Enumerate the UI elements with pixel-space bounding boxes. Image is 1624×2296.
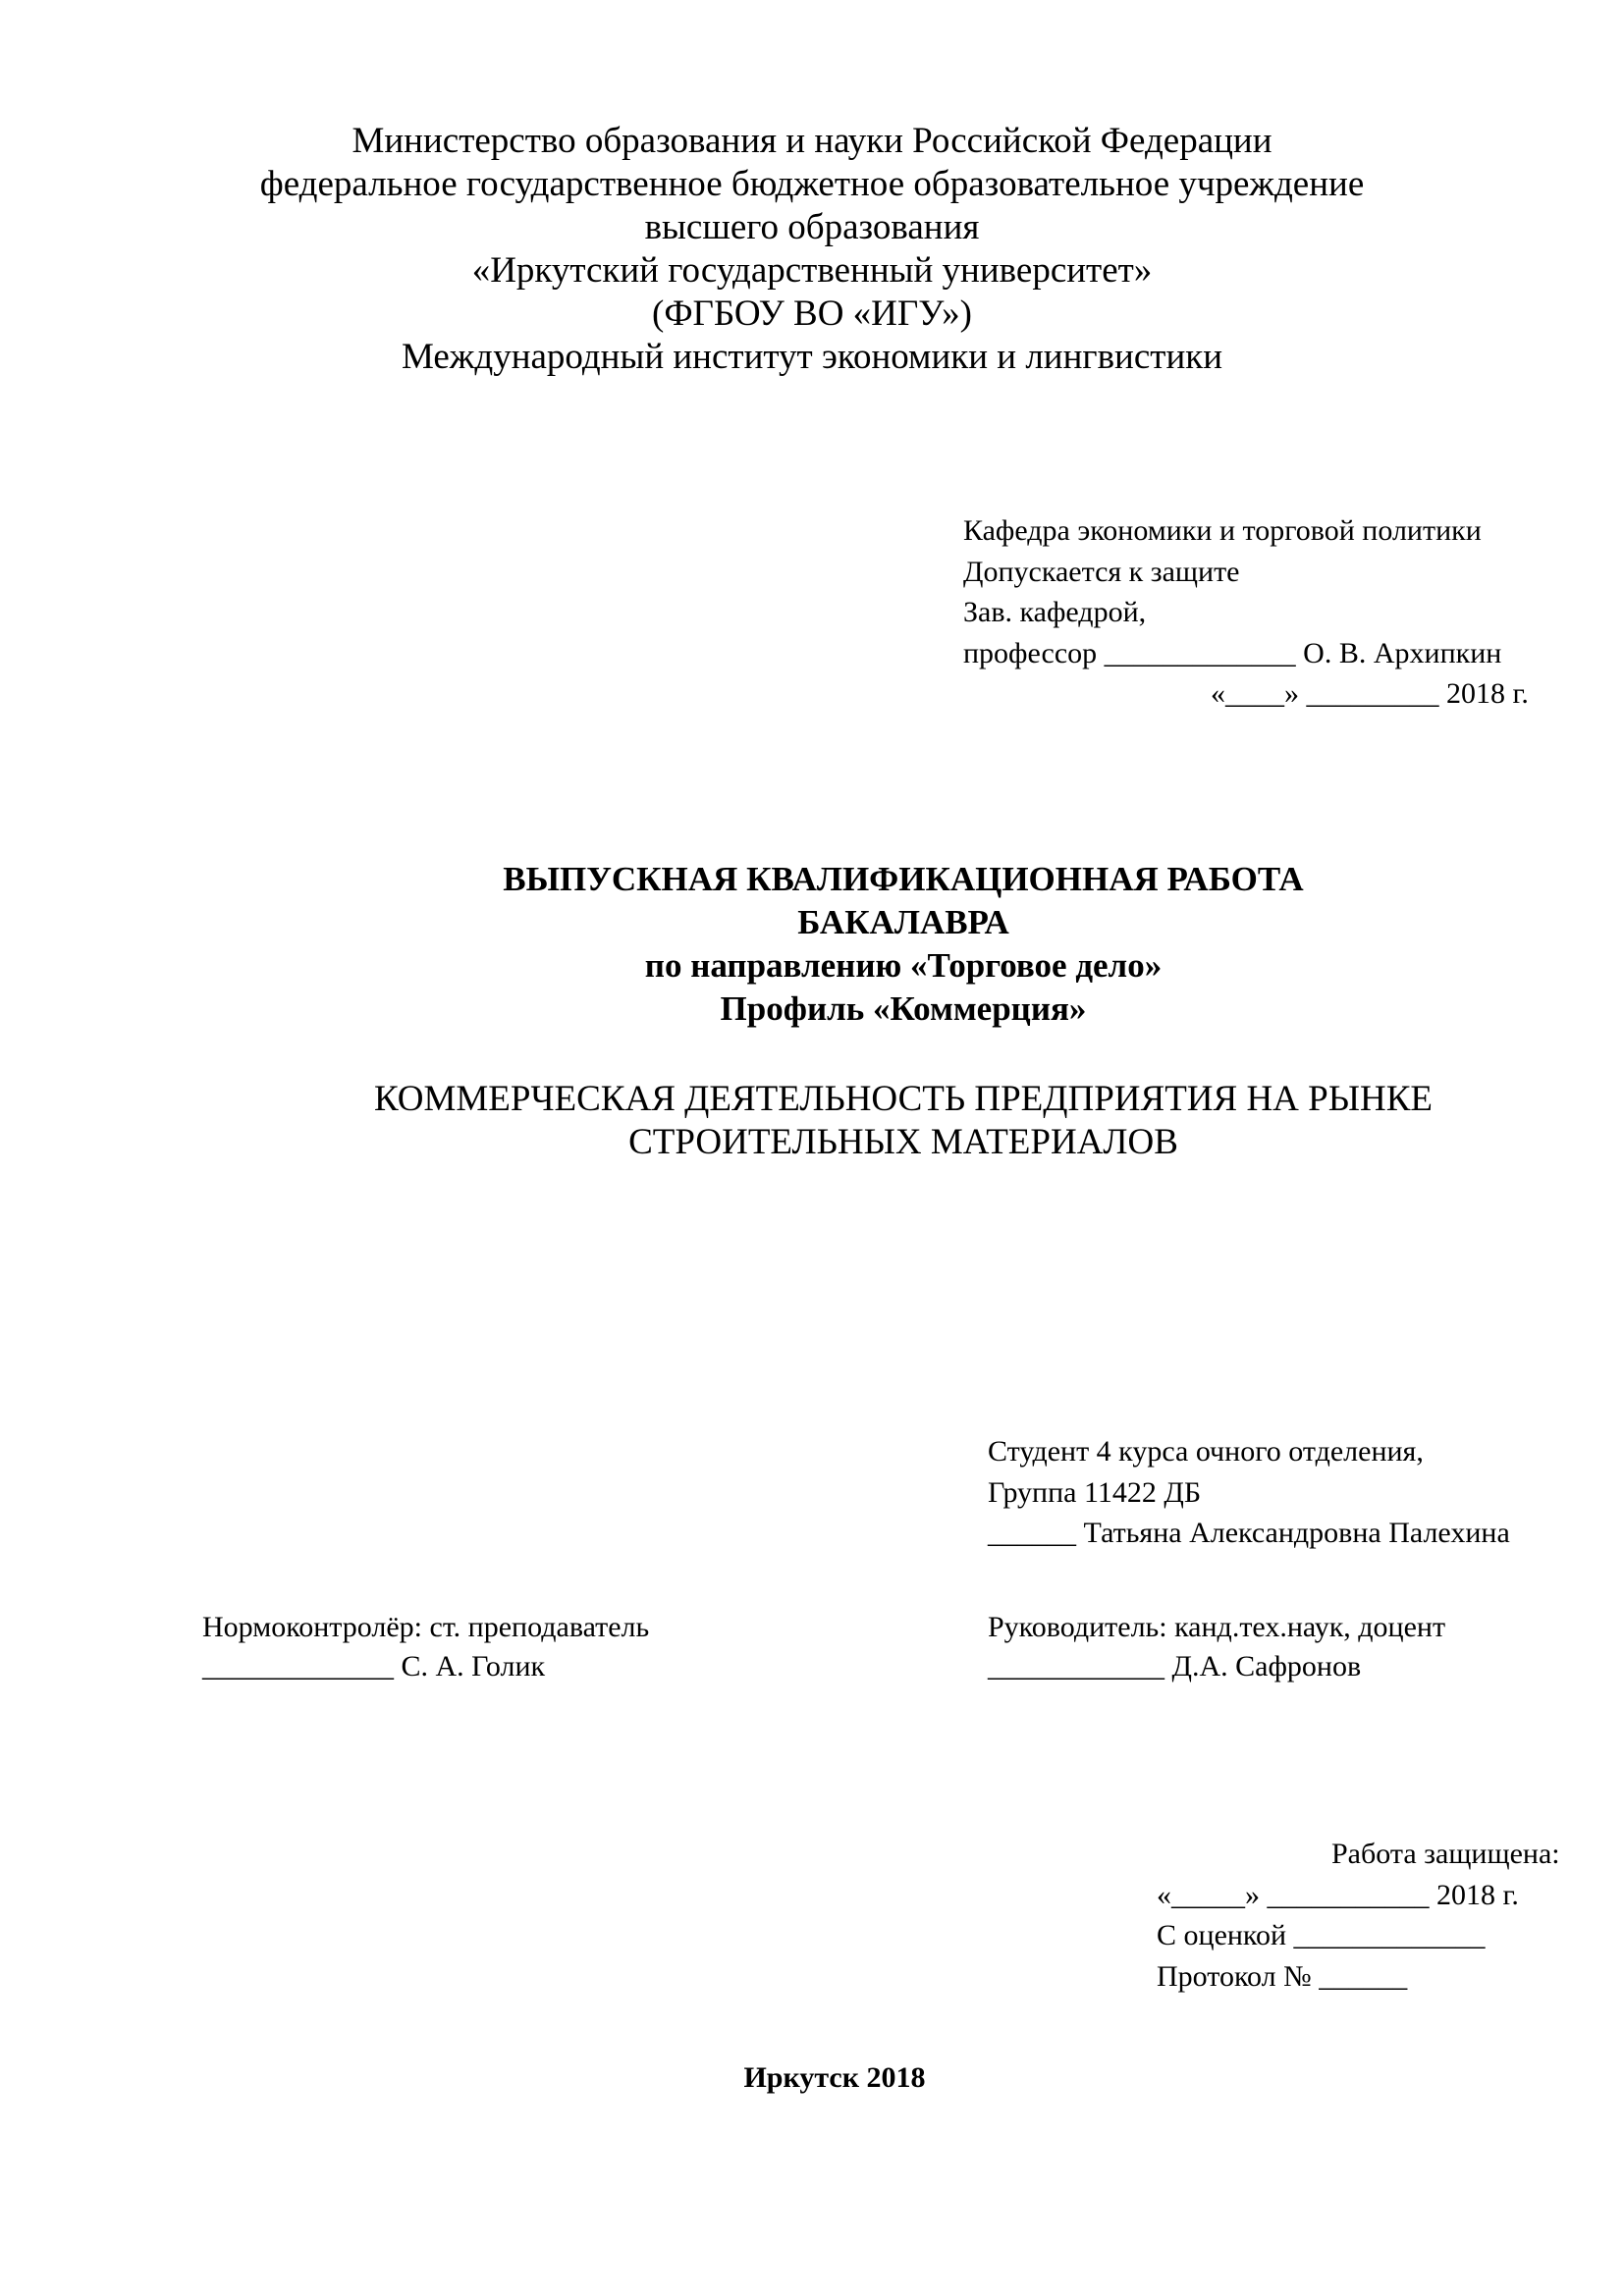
city-year: Иркутск 2018 [743, 2061, 926, 2094]
work-title-line-1: ВЫПУСКНАЯ КВАЛИФИКАЦИОННАЯ РАБОТА [503, 860, 1304, 898]
topic-line-1: КОММЕРЧЕСКАЯ ДЕЯТЕЛЬНОСТЬ ПРЕДПРИЯТИЯ НА РЫНКЕ [374, 1079, 1433, 1119]
institution-type-line: федеральное государственное бюджетное образовательное учреждение [259, 164, 1365, 204]
work-title-block [0, 858, 1624, 1031]
defense-date-line: «_____» ___________ 2018 г. [1157, 1878, 1519, 1911]
normocontrol-block [202, 1608, 649, 1686]
defense-grade-line: С оценкой _____________ [1157, 1919, 1486, 1951]
department-block [963, 510, 1529, 715]
supervisor-title: Руководитель: канд.тех.наук, доцент [988, 1611, 1446, 1643]
student-group: Группа 11422 ДБ [988, 1475, 1202, 1509]
university-abbrev-line: (ФГБОУ ВО «ИГУ») [652, 294, 972, 334]
department-name: Кафедра экономики и торговой политики [963, 514, 1482, 547]
admission-date-line: «____» _________ 2018 г. [1211, 677, 1529, 710]
normocontrol-signature-line: _____________ С. А. Голик [202, 1650, 546, 1682]
student-block [988, 1431, 1510, 1554]
education-level-line: высшего образования [644, 207, 980, 247]
normocontrol-title: Нормоконтролёр: ст. преподаватель [202, 1611, 650, 1643]
student-course: Студент 4 курса очного отделения, [988, 1435, 1424, 1468]
supervisor-signature-line: ____________ Д.А. Сафронов [988, 1650, 1362, 1682]
topic-block [0, 1078, 1624, 1164]
admission-label: Допускается к защите [963, 555, 1240, 588]
defense-protocol-line: Протокол № ______ [1157, 1959, 1408, 1993]
university-name-line: «Иркутский государственный университет» [471, 250, 1153, 291]
topic-line-2: СТРОИТЕЛЬНЫХ МАТЕРИАЛОВ [628, 1122, 1178, 1162]
student-signature-line: ______ Татьяна Александровна Палехина [988, 1517, 1510, 1549]
defense-status: Работа защищена: [1331, 1838, 1560, 1870]
ministry-line: Министерство образования и науки Российской Федерации [352, 121, 1272, 161]
defense-block [1157, 1834, 1560, 1997]
institute-line: Международный институт экономики и лингвистики [401, 337, 1223, 377]
supervisor-block [988, 1608, 1445, 1686]
work-direction: по направлению «Торговое дело» [644, 946, 1163, 985]
head-title: Зав. кафедрой, [963, 596, 1147, 628]
work-profile: Профиль «Коммерция» [720, 989, 1087, 1028]
work-title-line-2: БАКАЛАВРА [797, 903, 1009, 941]
head-signature-line: профессор _____________ О. В. Архипкин [963, 636, 1502, 669]
